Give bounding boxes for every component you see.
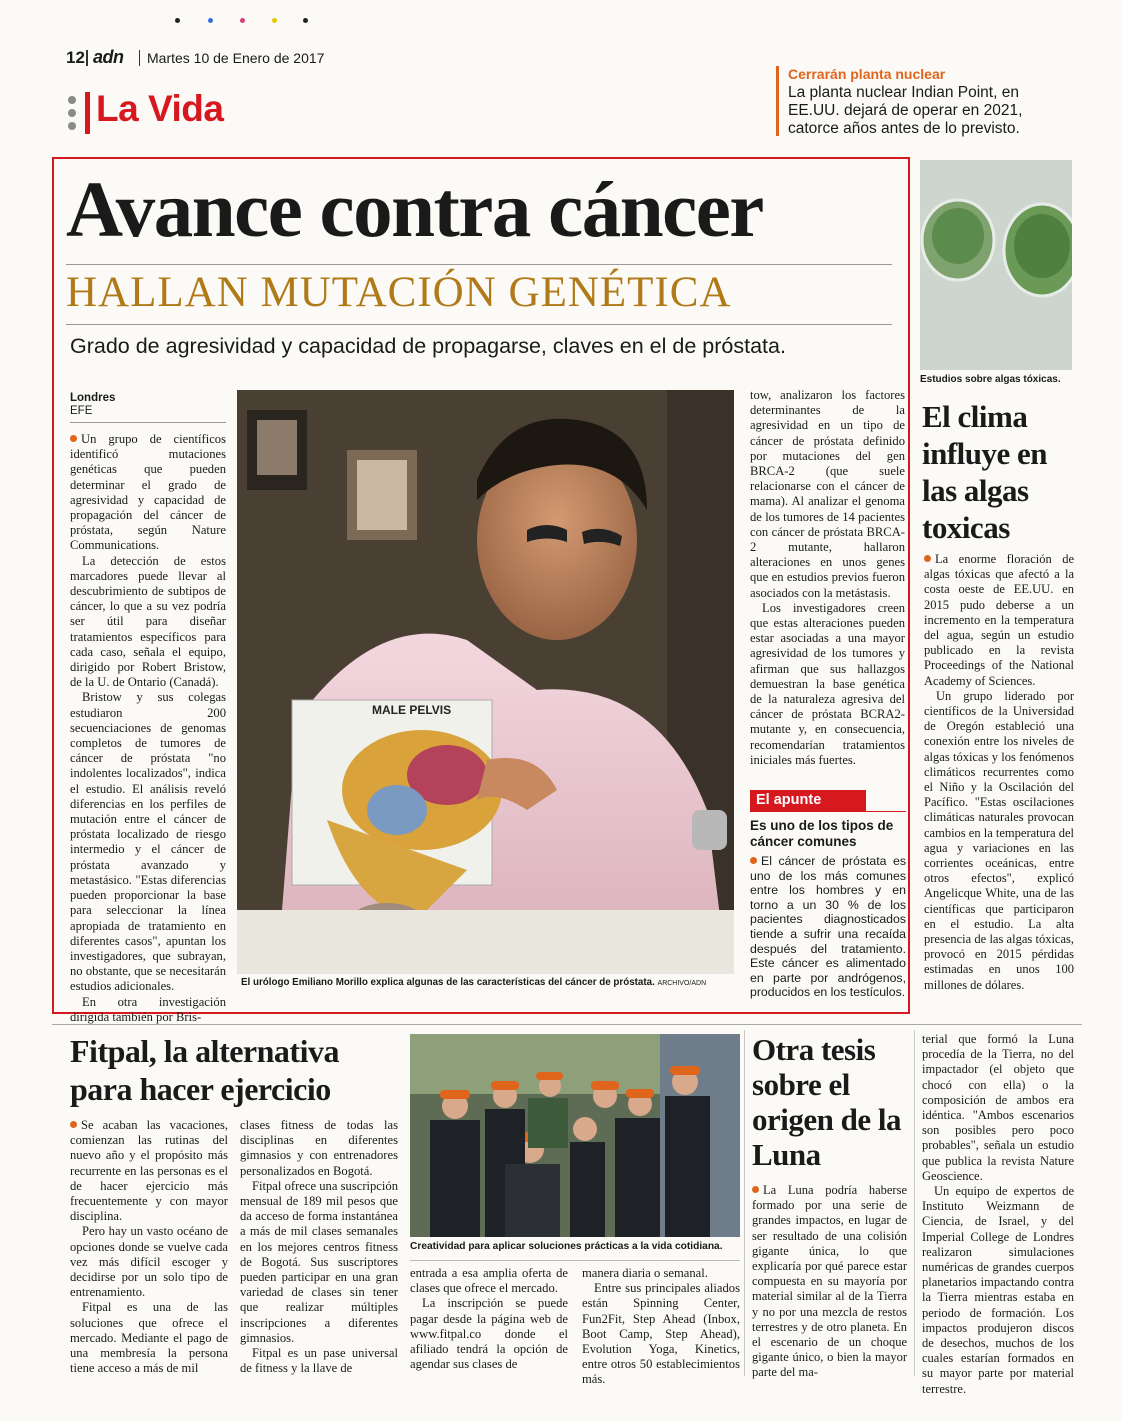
teaser-text: La planta nuclear Indian Point, en EE.UU. dejará de operar en 2021, catorce años antes de lo previsto.: [788, 84, 1023, 137]
fitpal-col2: [240, 1118, 398, 1376]
apunte-rule: [866, 811, 906, 812]
dateline-city: Londres: [70, 392, 116, 404]
algae-article-body: [924, 552, 1074, 993]
paragraph: La inscripción se puede pagar desde la página web de www.fitpal.co donde el afiliado tendrá la opción de agendar sus clases de: [410, 1296, 568, 1372]
column-rule: [744, 1030, 745, 1376]
dateline-agency: EFE: [70, 405, 93, 417]
caption-text: El urólogo Emiliano Morillo explica algunas de las características del cáncer de próstata.: [241, 977, 655, 988]
paragraph: tow, analizaron los factores determinantes de la agresividad en un tipo de cáncer de próstata definido por mutaciones del gen BRCA-2 (que suele relacionarse con el cáncer de mama). Al analizar el genoma de los tumores de 14 pacientes con cáncer de próstata BRCA-2 mutante, hallaron alteraciones en unos genes que en estudios previos fueron asociados con la metástasis.: [750, 388, 905, 600]
moon-col2: [922, 1032, 1074, 1397]
fitpal-col3: [410, 1266, 568, 1372]
registration-dot: [272, 18, 277, 23]
paragraph: Entre sus principales aliados están Spinning Center, Fun2Fit, Step Ahead (Inbox, Boot Camp, Step Ahead), Evolution Yoga, Kinetics, entre otros 50 establecimientos más.: [582, 1281, 740, 1387]
group-illustration: [410, 1034, 740, 1237]
model-label: MALE PELVIS: [372, 703, 452, 717]
moon-headline: Otra tesis sobre el origen de la Luna: [752, 1032, 901, 1172]
moon-col1: [752, 1183, 907, 1381]
paragraph: terial que formó la Luna procedía de la Tierra, no del impactador (el objeto que chocó con ella) o la composición de ambos era idéntica. "Ambos escenarios son posibles pero poco probables", señala un estudio que publica la revista Nature Geoscience.: [922, 1032, 1074, 1183]
urologist-photo: [237, 390, 734, 974]
paragraph: En otra investigación dirigida también por Bris-: [70, 994, 226, 1024]
paragraph: Bristow y sus colegas estudiaron 200 secuenciaciones de genomas completos de tumores de cáncer de próstata "no indolentes localizados", indica el estudio. El análisis reveló diferencias en los perfiles de mutación entre el cáncer de próstata localizado de riesgo intermedio y el cáncer de próstata avanzado y metastásico. "Estas diferencias pueden proporcionar la base para seleccionar la línea apropiada de tratamiento en diferentes casos", apuntan los investigadores, que subrayan, no obstante, que se necesitarán estudios adicionales.: [70, 690, 226, 994]
algae-illustration: [920, 160, 1072, 370]
fitpal-group-photo: [410, 1034, 740, 1237]
photo-caption: [241, 977, 741, 988]
apunte-label-text: El apunte: [756, 792, 822, 808]
paragraph: Un grupo de científicos identificó mutaciones genéticas que pueden determinar el grado de agresividad y capacidad de propagación del cáncer de próstata, según Nature Communications.: [70, 432, 226, 553]
fitpal-col1: [70, 1118, 228, 1376]
header-date: Martes 10 de Enero de 2017: [147, 50, 325, 66]
registration-dot: [303, 18, 308, 23]
paragraph: Fitpal es un pase universal de fitness y la llave de: [240, 1346, 398, 1376]
registration-dot: [175, 18, 180, 23]
bullet-icon: [752, 1186, 759, 1193]
algae-headline: El clima influye en las algas toxicas: [922, 399, 1048, 545]
main-subhead: HALLAN MUTACIÓN GENÉTICA: [66, 269, 732, 316]
dateline-rule: [70, 422, 226, 423]
caption-rule: [410, 1260, 740, 1261]
main-headline: Avance contra cáncer: [66, 167, 763, 254]
teaser-bar: [776, 66, 779, 136]
section-title: La Vida: [96, 88, 224, 129]
photo-credit: ARCHIVO/ADN: [657, 980, 707, 987]
bullet-icon: [70, 435, 77, 442]
teaser-title: Cerrarán planta nuclear: [788, 66, 946, 82]
section-dot: [68, 109, 76, 117]
adn-logo: adn: [93, 47, 124, 67]
page-number: 12: [66, 48, 85, 67]
bullet-icon: [924, 555, 931, 562]
fitpal-col4: [582, 1266, 740, 1388]
paragraph: La detección de estos marcadores puede llevar al descubrimiento de subtipos de cáncer, lo que a su vez podría ser útil para diseñar tratamientos específicos para cada caso, señala el equipo, dirigido por Robert Bristow, de la U. de Ontario (Canadá).: [70, 553, 226, 690]
apunte-label: [750, 790, 866, 812]
paragraph: manera diaria o semanal.: [582, 1266, 708, 1280]
section-rule: [52, 1024, 1082, 1025]
page-header: [66, 48, 346, 70]
registration-dot: [208, 18, 213, 23]
photo-illustration: [237, 390, 734, 974]
paragraph: Pero hay un vasto océano de opciones donde se vuelve cada vez más difícil escoger y decidirse por un solo tipo de entrenamiento.: [70, 1224, 228, 1300]
paragraph: La enorme floración de algas tóxicas que afectó a la costa oeste de EE.UU. en 2015 pudo deberse a un incremento en la temperatura del agua, según un estudio publicado en la revista Proceedings of the National Academy of Sciences.: [924, 552, 1074, 688]
headline-rule: [66, 264, 892, 265]
fitpal-photo-caption: Creatividad para aplicar soluciones prácticas a la vida cotidiana.: [410, 1241, 723, 1252]
main-article-col2: [750, 388, 905, 768]
section-dot: [68, 96, 76, 104]
fitpal-headline: Fitpal, la alternativa para hacer ejercicio: [70, 1033, 339, 1107]
subhead-rule: [66, 324, 892, 325]
algae-photo: [920, 160, 1072, 370]
bullet-icon: [70, 1121, 77, 1128]
apunte-text: [750, 854, 906, 1000]
paragraph: entrada a esa amplia oferta de clases que ofrece el mercado.: [410, 1266, 568, 1296]
column-rule: [914, 1030, 915, 1376]
paragraph: Un grupo liderado por científicos de la Universidad de Oregón estableció una conexión entre los niveles de algas tóxicas y los fenómenos climáticos recurrentes como el Niño y la Oscilación del Pacífico. "Estas oscilaciones climáticas naturales provocan cambios en la temperatura del agua y variaciones en las corrientes oceánicas, entre otros efectos", explicó Angelicque White, una de las científicas que participaron en el estudio. La alta presencia de las algas tóxicas, provocó en 2015 pérdidas estimadas en unos 100 millones de dólares.: [924, 688, 1074, 992]
apunte-title: Es uno de los tipos de cáncer comunes: [750, 818, 894, 849]
paragraph: Los investigadores creen que estas alteraciones pueden estar asociadas a una mayor agresividad de los tumores y afirman que sus hallazgos demuestran la base genética de la naturaleza agresiva del cáncer de próstata BCRA2-mutante y, en consecuencia, recomendarían tratamientos iniciales más fuertes.: [750, 600, 905, 767]
main-article-col1: [70, 432, 226, 1025]
paragraph: clases fitness de todas las disciplinas en diferentes gimnasios y con entrenadores personalizados en Bogotá.: [240, 1118, 398, 1178]
paragraph: El cáncer de próstata es uno de los más comunes entre los hombres y en torno a un 30 % de los pacientes diagnosticados tiende a sufrir una recaída después del tratamiento. Este cáncer es alimentado en parte por andrógenos, producidos en los testículos.: [750, 854, 906, 1000]
bullet-icon: [750, 857, 757, 864]
algae-caption: Estudios sobre algas tóxicas.: [920, 374, 1061, 385]
header-divider: [86, 50, 88, 66]
paragraph: Fitpal es una de las soluciones que ofrece el mercado. Mediante el pago de una membresía la persona tiene acceso a más de mil: [70, 1300, 228, 1376]
paragraph: Fitpal ofrece una suscripción mensual de 189 mil pesos que da acceso de forma instantánea a más de mil clases semanales en los mejores centros fitness de Bogotá. Sus suscriptores pueden participar en una gran variedad de clases sin tener que realizar múltiples inscripciones a diferentes gimnasios.: [240, 1178, 398, 1345]
paragraph: Se acaban las vacaciones, comienzan las rutinas del nuevo año y el propósito más recurrente en las personas es el de hacer ejercicio más frecuentemente y con mayor disciplina.: [70, 1118, 228, 1224]
main-deck: Grado de agresividad y capacidad de propagarse, claves en el de próstata.: [70, 334, 786, 358]
registration-dot: [240, 18, 245, 23]
paragraph: La Luna podría haberse formado por una serie de grandes impactos, en lugar de ser resultado de una colisión gigante única, lo que explicaría por qué parece estar compuesta en su mayoría por material similar al de la Tierra y no por una mezcla de restos terrestres y de otro planeta. En el escenario de un choque gigante único, o bien la mayor parte del ma-: [752, 1183, 907, 1380]
header-divider: [139, 50, 140, 66]
section-bar: [85, 92, 90, 134]
paragraph: Un equipo de expertos de Instituto Weizmann de Ciencia, de Israel, y del Imperial College de Londres realizaron simulaciones numéricas de grandes cuerpos planetarios impactando contra la Tierra mientras estaba en periodo de formación. Los impactos produjeron discos de desechos, muchos de los cuales estarían formados en su mayor parte por material terrestre.: [922, 1184, 1074, 1396]
section-dot: [68, 122, 76, 130]
